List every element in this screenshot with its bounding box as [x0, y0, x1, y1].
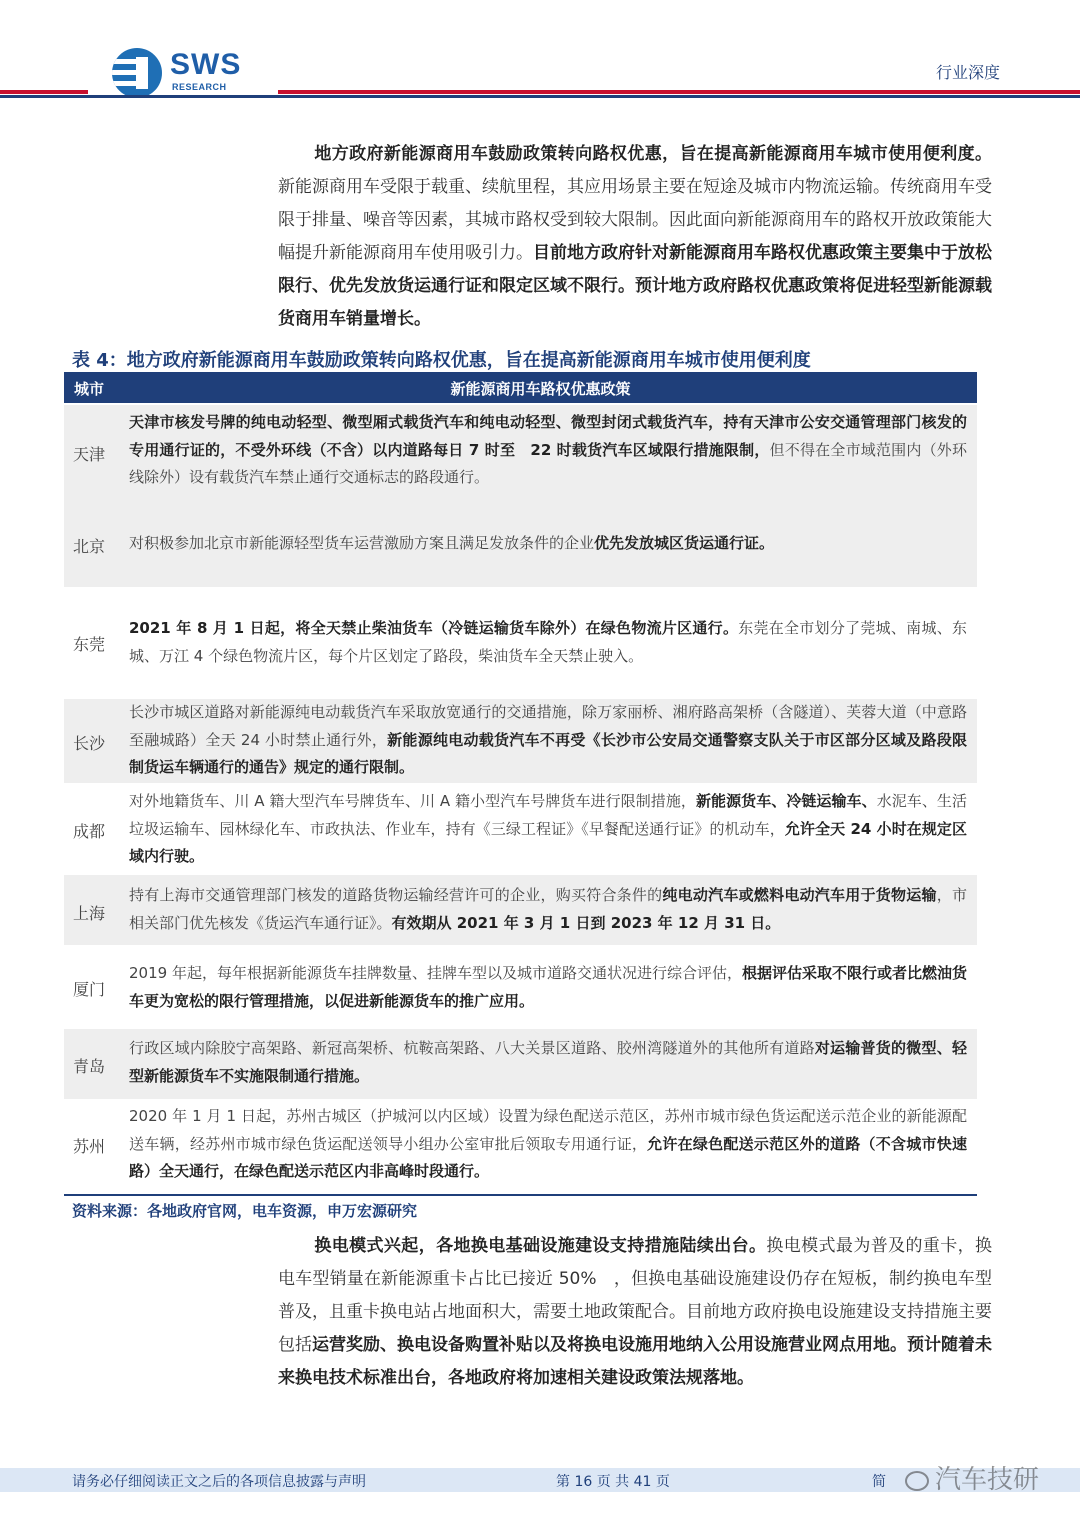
policy-cell	[129, 615, 967, 670]
policy-cell	[129, 882, 967, 937]
policy-bold: 2021 年 8 月 1 日起，将全天禁止柴油货车（冷链运输货车除外）在绿色物流片区通行。	[129, 619, 739, 637]
policy-cell	[129, 409, 967, 492]
policy-bold: 纯电动汽车或燃料电动汽车用于货物运输	[662, 886, 937, 904]
logo-mark-icon	[112, 48, 162, 98]
para1-bold-tail: 目前地方政府针对新能源商用车路权优惠政策主要集中于放松限行、优先发放货运通行证和限定区域不限行。预计地方政府路权优惠政策将促进轻型新能源载货商用车销量增长。	[278, 243, 992, 329]
table-row-changsha	[64, 699, 977, 783]
policy-text: 持有上海市交通管理部门核发的道路货物运输经营许可的企业，购买符合条件的	[129, 886, 663, 904]
body-paragraph-2	[278, 1230, 992, 1395]
table-title: 表 4：地方政府新能源商用车鼓励政策转向路权优惠，旨在提高新能源商用车城市使用便利度	[72, 350, 811, 371]
table-header	[64, 372, 977, 403]
wechat-icon	[905, 1471, 929, 1491]
policy-text: 对积极参加北京市新能源轻型货车运营激励方案且满足发放条件的企业	[129, 534, 595, 552]
table-source: 资料来源：各地政府官网，电车资源，申万宏源研究	[72, 1202, 418, 1220]
header-rule-red	[0, 90, 88, 94]
policy-bold-2: 有效期从 2021 年 3 月 1 日到 2023 年 12 月 31 日。	[391, 913, 781, 932]
policy-cell	[129, 530, 967, 558]
city-cell: 苏州	[73, 1137, 106, 1156]
policy-cell	[129, 788, 967, 871]
policy-cell	[129, 960, 967, 1015]
policy-text-2: ，市相关部门优先核发《货运汽车通行证》。	[129, 886, 967, 932]
col-header-city: 城市	[74, 380, 105, 398]
logo-subtext: RESEARCH	[172, 82, 227, 92]
policy-bold: 允许在绿色配送示范区外的道路（不含城市快速路）全天通行，在绿色配送示范区内非高峰时段通行。	[129, 1134, 967, 1180]
policy-bold: 对运输普货的微型、轻型新能源货车不实施限制通行措施。	[129, 1039, 967, 1085]
report-type-tag: 行业深度	[936, 63, 1001, 82]
policy-bold: 优先发放城区货运通行证。	[594, 534, 775, 552]
table-row-dongguan	[64, 587, 977, 697]
policy-cell	[129, 1103, 967, 1186]
table-row-chengdu	[64, 785, 977, 873]
para1-text: 新能源商用车受限于载重、续航里程，其应用场景主要在短途及城市内物流运输。传统商用车受限于排量、噪音等因素，其城市路权受到较大限制。因此面向新能源商用车的路权开放政策能大幅提升新能源商用车使用吸引力。	[278, 177, 992, 263]
policy-bold: 新能源纯电动载货汽车不再受《长沙市公安局交通警察支队关于市区部分区域及路段限制货运车辆通行的通告》规定的通行限制。	[129, 730, 967, 776]
header-rule-blue	[0, 95, 1080, 98]
policy-text: 东莞在全市划分了莞城、南城、东城、万江 4 个绿色物流片区，每个片区划定了路段，柴油货车全天禁止驶入。	[129, 619, 967, 665]
policy-text: 行政区域内除胶宁高架路、新冠高架桥、杭鞍高架路、八大关景区道路、胶州湾隧道外的其他所有道路	[129, 1039, 815, 1057]
city-cell: 青岛	[73, 1057, 106, 1076]
footer-brief: 简	[872, 1474, 886, 1490]
policy-text: 长沙市城区道路对新能源纯电动载货汽车采取放宽通行的交通措施，除万家丽桥、湘府路高架桥（含隧道）、芙蓉大道（中意路至融城路）全天 24 小时禁止通行外，	[129, 703, 967, 749]
city-cell: 长沙	[73, 734, 106, 753]
policy-cell	[129, 1035, 967, 1090]
city-cell: 上海	[73, 904, 106, 923]
logo-text: SWS	[170, 48, 242, 81]
city-cell: 东莞	[73, 635, 106, 654]
policy-cell	[129, 699, 967, 782]
table-row-xiamen	[64, 947, 977, 1027]
policy-bold: 新能源货车、冷链运输车、	[695, 792, 877, 810]
city-cell: 天津	[73, 445, 106, 464]
col-header-policy: 新能源商用车路权优惠政策	[450, 380, 631, 398]
policy-text-2: 水泥车、生活垃圾运输车、园林绿化车、市政执法、作业车，持有《三绿工程证》《早餐配送通行证》的机动车，	[129, 792, 967, 838]
policy-bold-2: 允许全天 24 小时在规定区域内行驶。	[129, 819, 967, 865]
footer-disclaimer: 请务必仔细阅读正文之后的各项信息披露与声明	[72, 1474, 366, 1490]
city-cell: 北京	[73, 537, 106, 556]
policy-text: 但不得在全市域范围内（外环线除外）设有载货汽车禁止通行交通标志的路段通行。	[129, 440, 967, 486]
footer-page-number: 第 16 页 共 41 页	[556, 1474, 670, 1490]
city-cell: 厦门	[73, 980, 106, 999]
sws-logo	[112, 46, 262, 98]
policy-text: 对外地籍货车、川 A 籍大型汽车号牌货车、川 A 籍小型汽车号牌货车进行限制措施，	[129, 792, 696, 810]
watermark	[905, 1459, 1039, 1496]
policy-bold: 天津市核发号牌的纯电动轻型、微型厢式载货汽车和纯电动轻型、微型封闭式载货汽车，持有天津市公安交通管理部门核发的专用通行证的，不受外环线（不含）以内道路每日 7 时至 22 时载货汽车区域限行措施限制，	[129, 413, 967, 459]
table-bottom-rule	[64, 1194, 977, 1196]
table-row-beijing	[64, 500, 977, 587]
table-row-tianjin	[64, 405, 977, 500]
body-paragraph-1	[278, 138, 992, 336]
table-row-qingdao	[64, 1029, 977, 1099]
policy-bold: 根据评估采取不限行或者比燃油货车更为宽松的限行管理措施，以促进新能源货车的推广应用。	[129, 964, 967, 1010]
para1-bold-lead: 地方政府新能源商用车鼓励政策转向路权优惠，旨在提高新能源商用车城市使用便利度。	[314, 144, 992, 164]
para2-bold-lead: 换电模式兴起，各地换电基础设施建设支持措施陆续出台。	[314, 1236, 767, 1256]
policy-text: 2019 年起，每年根据新能源货车挂牌数量、挂牌车型以及城市道路交通状况进行综合评估，	[129, 964, 742, 982]
header-rule-red-right	[278, 90, 1080, 94]
table-row-shanghai	[64, 875, 977, 945]
watermark-text: 汽车技研	[935, 1465, 1040, 1495]
table-row-suzhou	[64, 1101, 977, 1192]
city-cell: 成都	[73, 822, 106, 841]
policy-text: 2020 年 1 月 1 日起，苏州古城区（护城河以内区域）设置为绿色配送示范区，苏州市城市绿色货运配送示范企业的新能源配送车辆，经苏州市城市绿色货运配送领导小组办公室审批后领取专用通行证，	[129, 1107, 967, 1153]
para2-text: 换电模式最为普及的重卡，换电车型销量在新能源重卡占比已接近 50% ，但换电基础设施建设仍存在短板，制约换电车型普及，且重卡换电站占地面积大，需要土地政策配合。目前地方政府换电设施建设支持措施主要包括	[278, 1236, 993, 1355]
para2-bold-tail: 运营奖励、换电设备购置补贴以及将换电设施用地纳入公用设施营业网点用地。预计随着未来换电技术标准出台，各地政府将加速相关建设政策法规落地。	[278, 1335, 992, 1388]
